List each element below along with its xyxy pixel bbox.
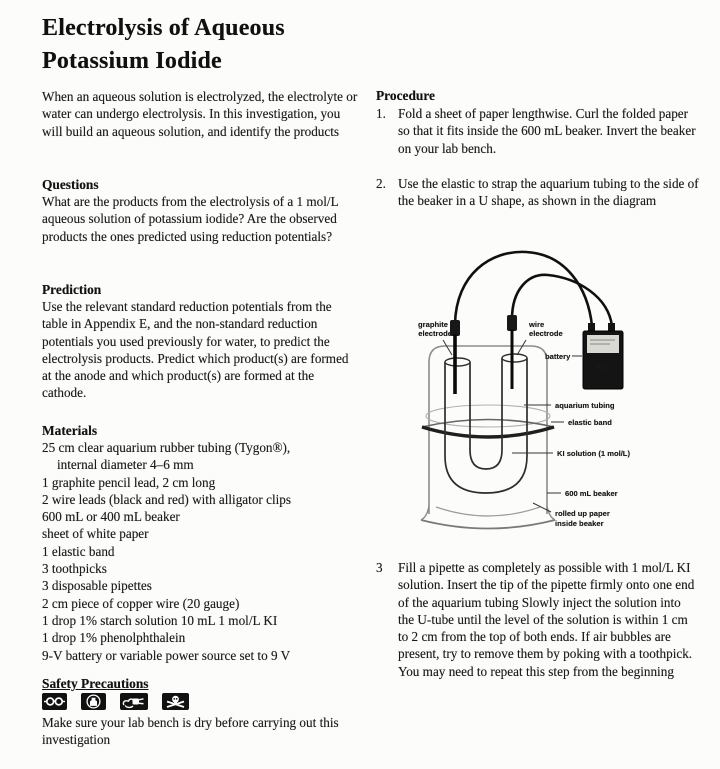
- procedure-step-2: [376, 175, 702, 210]
- electrical-hazard-icon: [120, 693, 148, 710]
- questions-heading: Questions: [42, 177, 99, 192]
- material-item: 1 elastic band: [42, 543, 115, 559]
- questions-paragraph: What are the products from the electrolysis of a 1 mol/L aqueous solution of potassium iodide? Are the observed products the ones predicted using reduction potentials?: [42, 194, 339, 244]
- material-item: 9-V battery or variable power source set to 9 V: [42, 647, 291, 663]
- safety-paragraph: Make sure your lab bench is dry before carrying out this investigation: [42, 715, 339, 748]
- apparatus-diagram: [396, 246, 704, 548]
- materials-list: [42, 439, 364, 664]
- label-rolled-paper: rolled up paper: [555, 509, 610, 518]
- step-text: Use the elastic to strap the aquarium tubing to the side of the beaker in a U shape, as shown in the diagram: [398, 176, 699, 209]
- label-600ml-beaker: 600 mL beaker: [565, 489, 618, 498]
- intro-paragraph: When an aqueous solution is electrolyzed, the electrolyte or water can undergo electrolysis. In this investigation, you will build an aqueous solution, and identify the products: [42, 89, 358, 139]
- procedure-step-3: [376, 559, 702, 680]
- alligator-clip-right: [507, 315, 517, 331]
- tube-opening-left: [445, 358, 470, 366]
- tube-opening-right: [502, 354, 527, 362]
- material-item: 3 disposable pipettes: [42, 578, 152, 594]
- elastic-band-front: [422, 427, 554, 437]
- material-item: 2 cm piece of copper wire (20 gauge): [42, 595, 240, 611]
- procedure-heading: Procedure: [376, 88, 436, 103]
- prediction-heading: Prediction: [42, 282, 102, 297]
- label-graphite-electrode: electrode: [418, 329, 452, 338]
- safety-heading: Safety Precautions: [42, 676, 149, 691]
- material-item: sheet of white paper: [42, 526, 149, 542]
- beaker-rim-flare-left: [421, 506, 429, 520]
- label-aquarium-tubing: aquarium tubing: [555, 401, 615, 410]
- u-tube-inner: [470, 358, 502, 469]
- apron-icon: [81, 693, 106, 710]
- label-wire-electrode: wire: [529, 320, 545, 329]
- title-line1: Electrolysis of Aqueous: [42, 15, 285, 41]
- title-line2: Potassium Iodide: [42, 48, 222, 74]
- step-text: Fold a sheet of paper lengthwise. Curl the folded paper so that it fits inside the 600 mL beaker. Invert the beaker on your lab bench.: [398, 106, 696, 156]
- elastic-band-back: [422, 420, 554, 428]
- material-item: 25 cm clear aquarium rubber tubing (Tygon®),: [42, 440, 291, 455]
- step-text: Fill a pipette as completely as possible with 1 mol/L KI solution. Insert the tip of the pipette firmly onto one end of the aquarium tubing Slowly inject the solution into the U-tube until the level of the solution is within 1 cm to 2 cm from the top of both ends. If air bubbles are present, try to remove them by poking with a toothpick. You may need to repeat this step from the beginning: [398, 560, 695, 679]
- step-number: 3: [376, 560, 383, 575]
- toxic-icon: [162, 693, 189, 710]
- step-number: 2.: [376, 176, 386, 191]
- goggles-icon: [42, 693, 67, 710]
- beaker-outline: [429, 346, 547, 514]
- label-rolled-paper: inside beaker: [555, 519, 604, 528]
- page-title: [42, 12, 382, 78]
- prediction-paragraph: Use the relevant standard reduction potentials from the table in Appendix E, and the non-standard reduction potentials you used previously for water, to predict the electrolysis products. Predict which product(s) are formed at the anode and which product(s) are formed at the cathode.: [42, 299, 349, 401]
- step-number: 1.: [376, 106, 386, 121]
- rolled-paper: [436, 507, 540, 516]
- material-item: 1 graphite pencil lead, 2 cm long: [42, 474, 216, 490]
- label-wire-electrode: electrode: [529, 329, 563, 338]
- label-battery: battery: [545, 352, 571, 361]
- procedure-step-1: [376, 105, 702, 157]
- leader-paper: [533, 503, 551, 512]
- leader-wire-electrode: [517, 340, 526, 355]
- label-ki-solution: KI solution (1 mol/L): [557, 449, 630, 458]
- material-item: 3 toothpicks: [42, 561, 107, 577]
- label-graphite-electrode: graphite: [418, 320, 448, 329]
- material-item: 2 wire leads (black and red) with alligator clips: [42, 491, 292, 507]
- wire-right: [512, 275, 612, 326]
- beaker-rim-flare-right: [547, 506, 555, 520]
- materials-heading: Materials: [42, 423, 98, 438]
- material-item: 1 drop 1% phenolphthalein: [42, 630, 186, 646]
- material-item: 1 drop 1% starch solution 10 mL 1 mol/L KI: [42, 612, 278, 628]
- battery-voltage-text: 9 V: [597, 363, 609, 372]
- leader-graphite: [443, 340, 452, 355]
- material-item: internal diameter 4–6 mm: [57, 457, 194, 473]
- material-item: 600 mL or 400 mL beaker: [42, 509, 180, 525]
- safety-icons-row: [42, 693, 189, 710]
- wire-left: [455, 252, 592, 326]
- beaker-rim: [421, 520, 555, 529]
- label-elastic-band: elastic band: [568, 418, 612, 427]
